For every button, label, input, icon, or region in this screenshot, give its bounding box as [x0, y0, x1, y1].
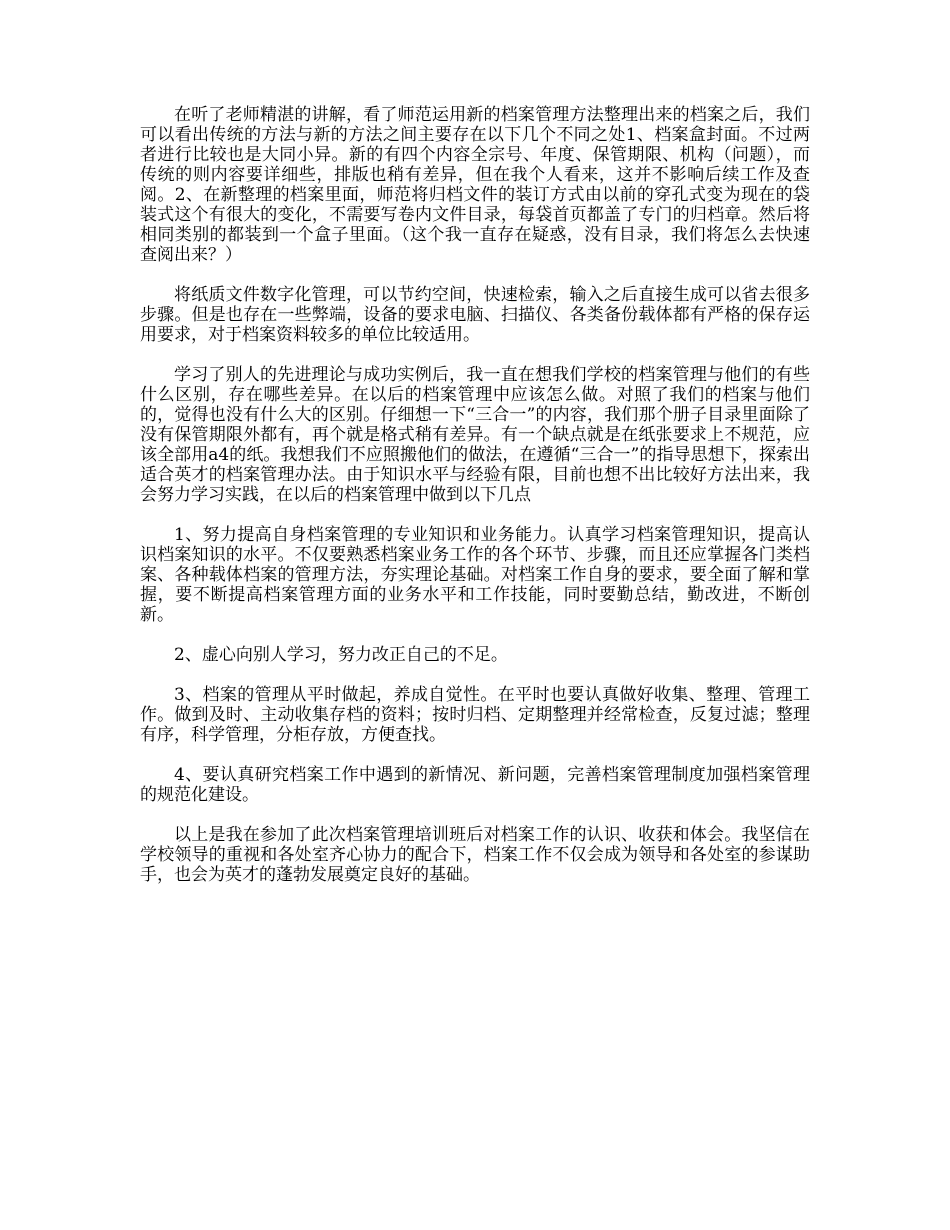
paragraph-conclusion: 以上是我在参加了此次档案管理培训班后对档案工作的认识、收获和体会。我坚信在学校领导的重视和各处室齐心协力的配合下，档案工作不仅会成为领导和各处室的参谋助手，也会为英才的蓬勃发展奠定良好的基础。: [140, 825, 810, 885]
paragraph-comparison: 在听了老师精湛的讲解，看了师范运用新的档案管理方法整理出来的档案之后，我们可以看出传统的方法与新的方法之间主要存在以下几个不同之处1、档案盒封面。不过两者进行比较也是大同小异。新的有四个内容全宗号、年度、保管期限、机构（问题），而传统的则内容要详细些，排版也稍有差异，但在我个人看来，这并不影响后续工作及查阅。2、在新整理的档案里面，师范将归档文件的装订方式由以前的穿孔式变为现在的袋装式这个有很大的变化，不需要写卷内文件目录，每袋首页都盖了专门的归档章。然后将相同类别的都装到一个盒子里面。（这个我一直存在疑惑，没有目录，我们将怎么去快速查阅出来？）: [140, 105, 810, 265]
paragraph-point-3: 3、档案的管理从平时做起，养成自觉性。在平时也要认真做好收集、整理、管理工作。做到及时、主动收集存档的资料；按时归档、定期整理并经常检查，反复过滤；整理有序，科学管理，分柜存放，方便查找。: [140, 685, 810, 745]
document-body: [140, 105, 810, 885]
paragraph-point-4: 4、要认真研究档案工作中遇到的新情况、新问题，完善档案管理制度加强档案管理的规范化建设。: [140, 765, 810, 805]
paragraph-point-1: 1、努力提高自身档案管理的专业知识和业务能力。认真学习档案管理知识，提高认识档案知识的水平。不仅要熟悉档案业务工作的各个环节、步骤，而且还应掌握各门类档案、各种载体档案的管理方法，夯实理论基础。对档案工作自身的要求，要全面了解和掌握，要不断提高档案管理方面的业务水平和工作技能，同时要勤总结，勤改进，不断创新。: [140, 525, 810, 625]
paragraph-reflection: 学习了别人的先进理论与成功实例后，我一直在想我们学校的档案管理与他们的有些什么区别，存在哪些差异。在以后的档案管理中应该怎么做。对照了我们的档案与他们的，觉得也没有什么大的区别。仔细想一下“三合一”的内容，我们那个册子目录里面除了没有保管期限外都有，再个就是格式稍有差异。有一个缺点就是在纸张要求上不规范，应该全部用a4的纸。我想我们不应照搬他们的做法，在遵循“三合一”的指导思想下，探索出适合英才的档案管理办法。由于知识水平与经验有限，目前也想不出比较好方法出来，我会努力学习实践，在以后的档案管理中做到以下几点: [140, 365, 810, 505]
paragraph-digitization: 将纸质文件数字化管理，可以节约空间，快速检索，输入之后直接生成可以省去很多步骤。但是也存在一些弊端，设备的要求电脑、扫描仪、各类备份载体都有严格的保存运用要求，对于档案资料较多的单位比较适用。: [140, 285, 810, 345]
paragraph-point-2: 2、虚心向别人学习，努力改正自己的不足。: [174, 645, 508, 665]
